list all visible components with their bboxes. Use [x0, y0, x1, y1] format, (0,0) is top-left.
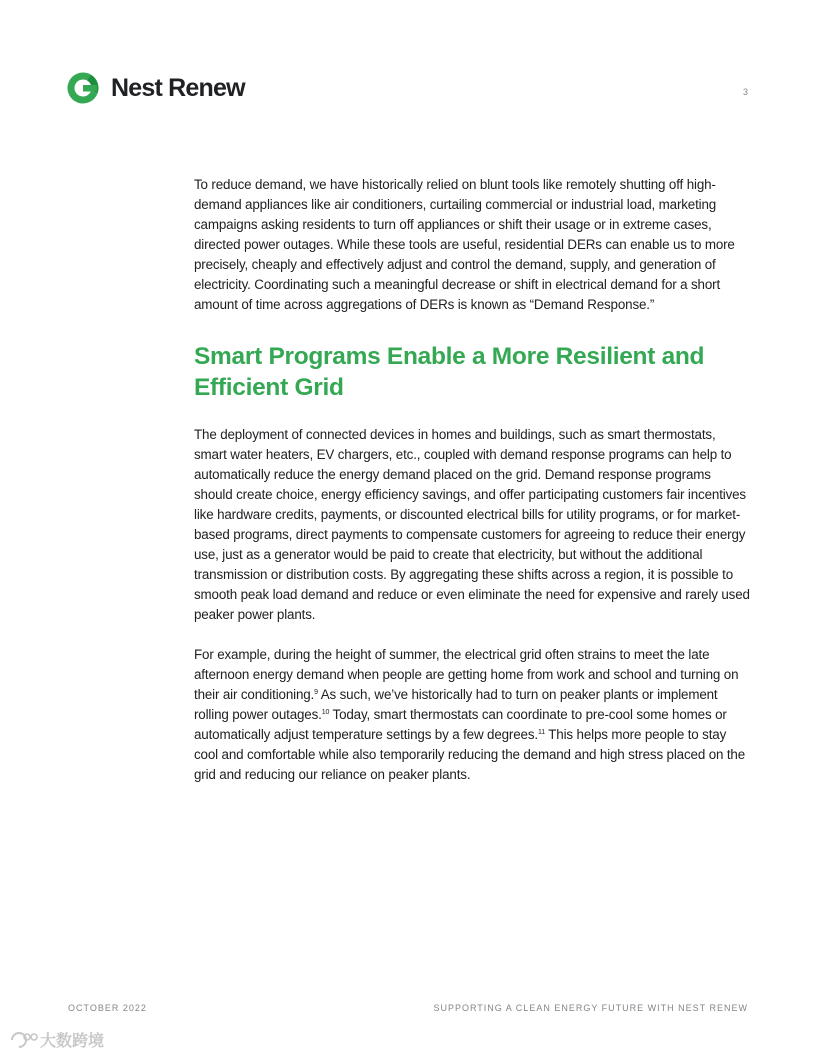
paragraph-text: This helps more people to stay cool and comfortable while also temporarily reducing the demand and high stress placed on the grid and reducing our reliance on peaker plants.: [194, 727, 746, 782]
intro-paragraph: To reduce demand, we have historically relied on blunt tools like remotely shutting off high-demand appliances like air conditioners, curtailing commercial or industrial load, marketing campaigns asking residents to turn off appliances or shift their usage or in extreme cases, directed power outages. While these tools are useful, residential DERs can enable us to more precisely, cheaply and effectively adjust and control the demand, supply, and generation of electricity. Coordinating such a meaningful decrease or shift in electrical demand for a short amount of time across aggregations of DERs is known as “Demand Response.”: [194, 177, 735, 312]
footnote-marker[interactable]: 11: [537, 729, 545, 736]
watermark-logo-icon: [8, 1029, 38, 1051]
page-number: 3: [742, 87, 748, 97]
paragraph-text: For example, during the height of summer, the electrical grid often strains to meet the late afternoon energy demand when people are getting home from work and school and turning on their air conditioning.: [194, 647, 739, 702]
paragraph-demand-response-programs: The deployment of connected devices in homes and buildings, such as smart thermostats, smart water heaters, EV chargers, etc., coupled with demand response programs can help to automatically reduce the energy demand placed on the grid. Demand response programs should create choice, energy efficiency savings, and offer participating customers fair incentives like hardware credits, payments, or discounted electrical bills for utility programs, or for market-based programs, direct payments to compensate customers for agreeing to reduce their energy use, just as a generator would be paid to create that electricity, but without the additional transmission or distribution costs. By aggregating these shifts across a region, it is possible to smooth peak load demand and reduce or even eliminate the need for expensive and rarely used peaker power plants.: [194, 427, 750, 622]
paragraph-text: Today, smart thermostats can coordinate to pre-cool some homes or automatically adjust temperature settings by a few degrees.: [194, 707, 727, 742]
nest-g-logo-icon: [67, 72, 99, 104]
main-content: [194, 175, 750, 785]
paragraph-summer-example: [194, 645, 750, 785]
page-header: [67, 72, 245, 104]
watermark: [8, 1028, 104, 1051]
brand-name: Nest Renew: [111, 73, 245, 102]
footer-date: OCTOBER 2022: [68, 1003, 147, 1013]
footnote-marker[interactable]: 10: [321, 709, 330, 716]
footer-document-title: SUPPORTING A CLEAN ENERGY FUTURE WITH NEST RENEW: [433, 1003, 748, 1013]
paragraph-text: As such, we’ve historically had to turn on peaker plants or implement rolling power outages.: [194, 687, 718, 722]
section-heading: Smart Programs Enable a More Resilient and Efficient Grid: [194, 343, 705, 401]
footnote-marker[interactable]: 9: [314, 689, 318, 696]
watermark-text: 大数跨境: [40, 1033, 105, 1050]
